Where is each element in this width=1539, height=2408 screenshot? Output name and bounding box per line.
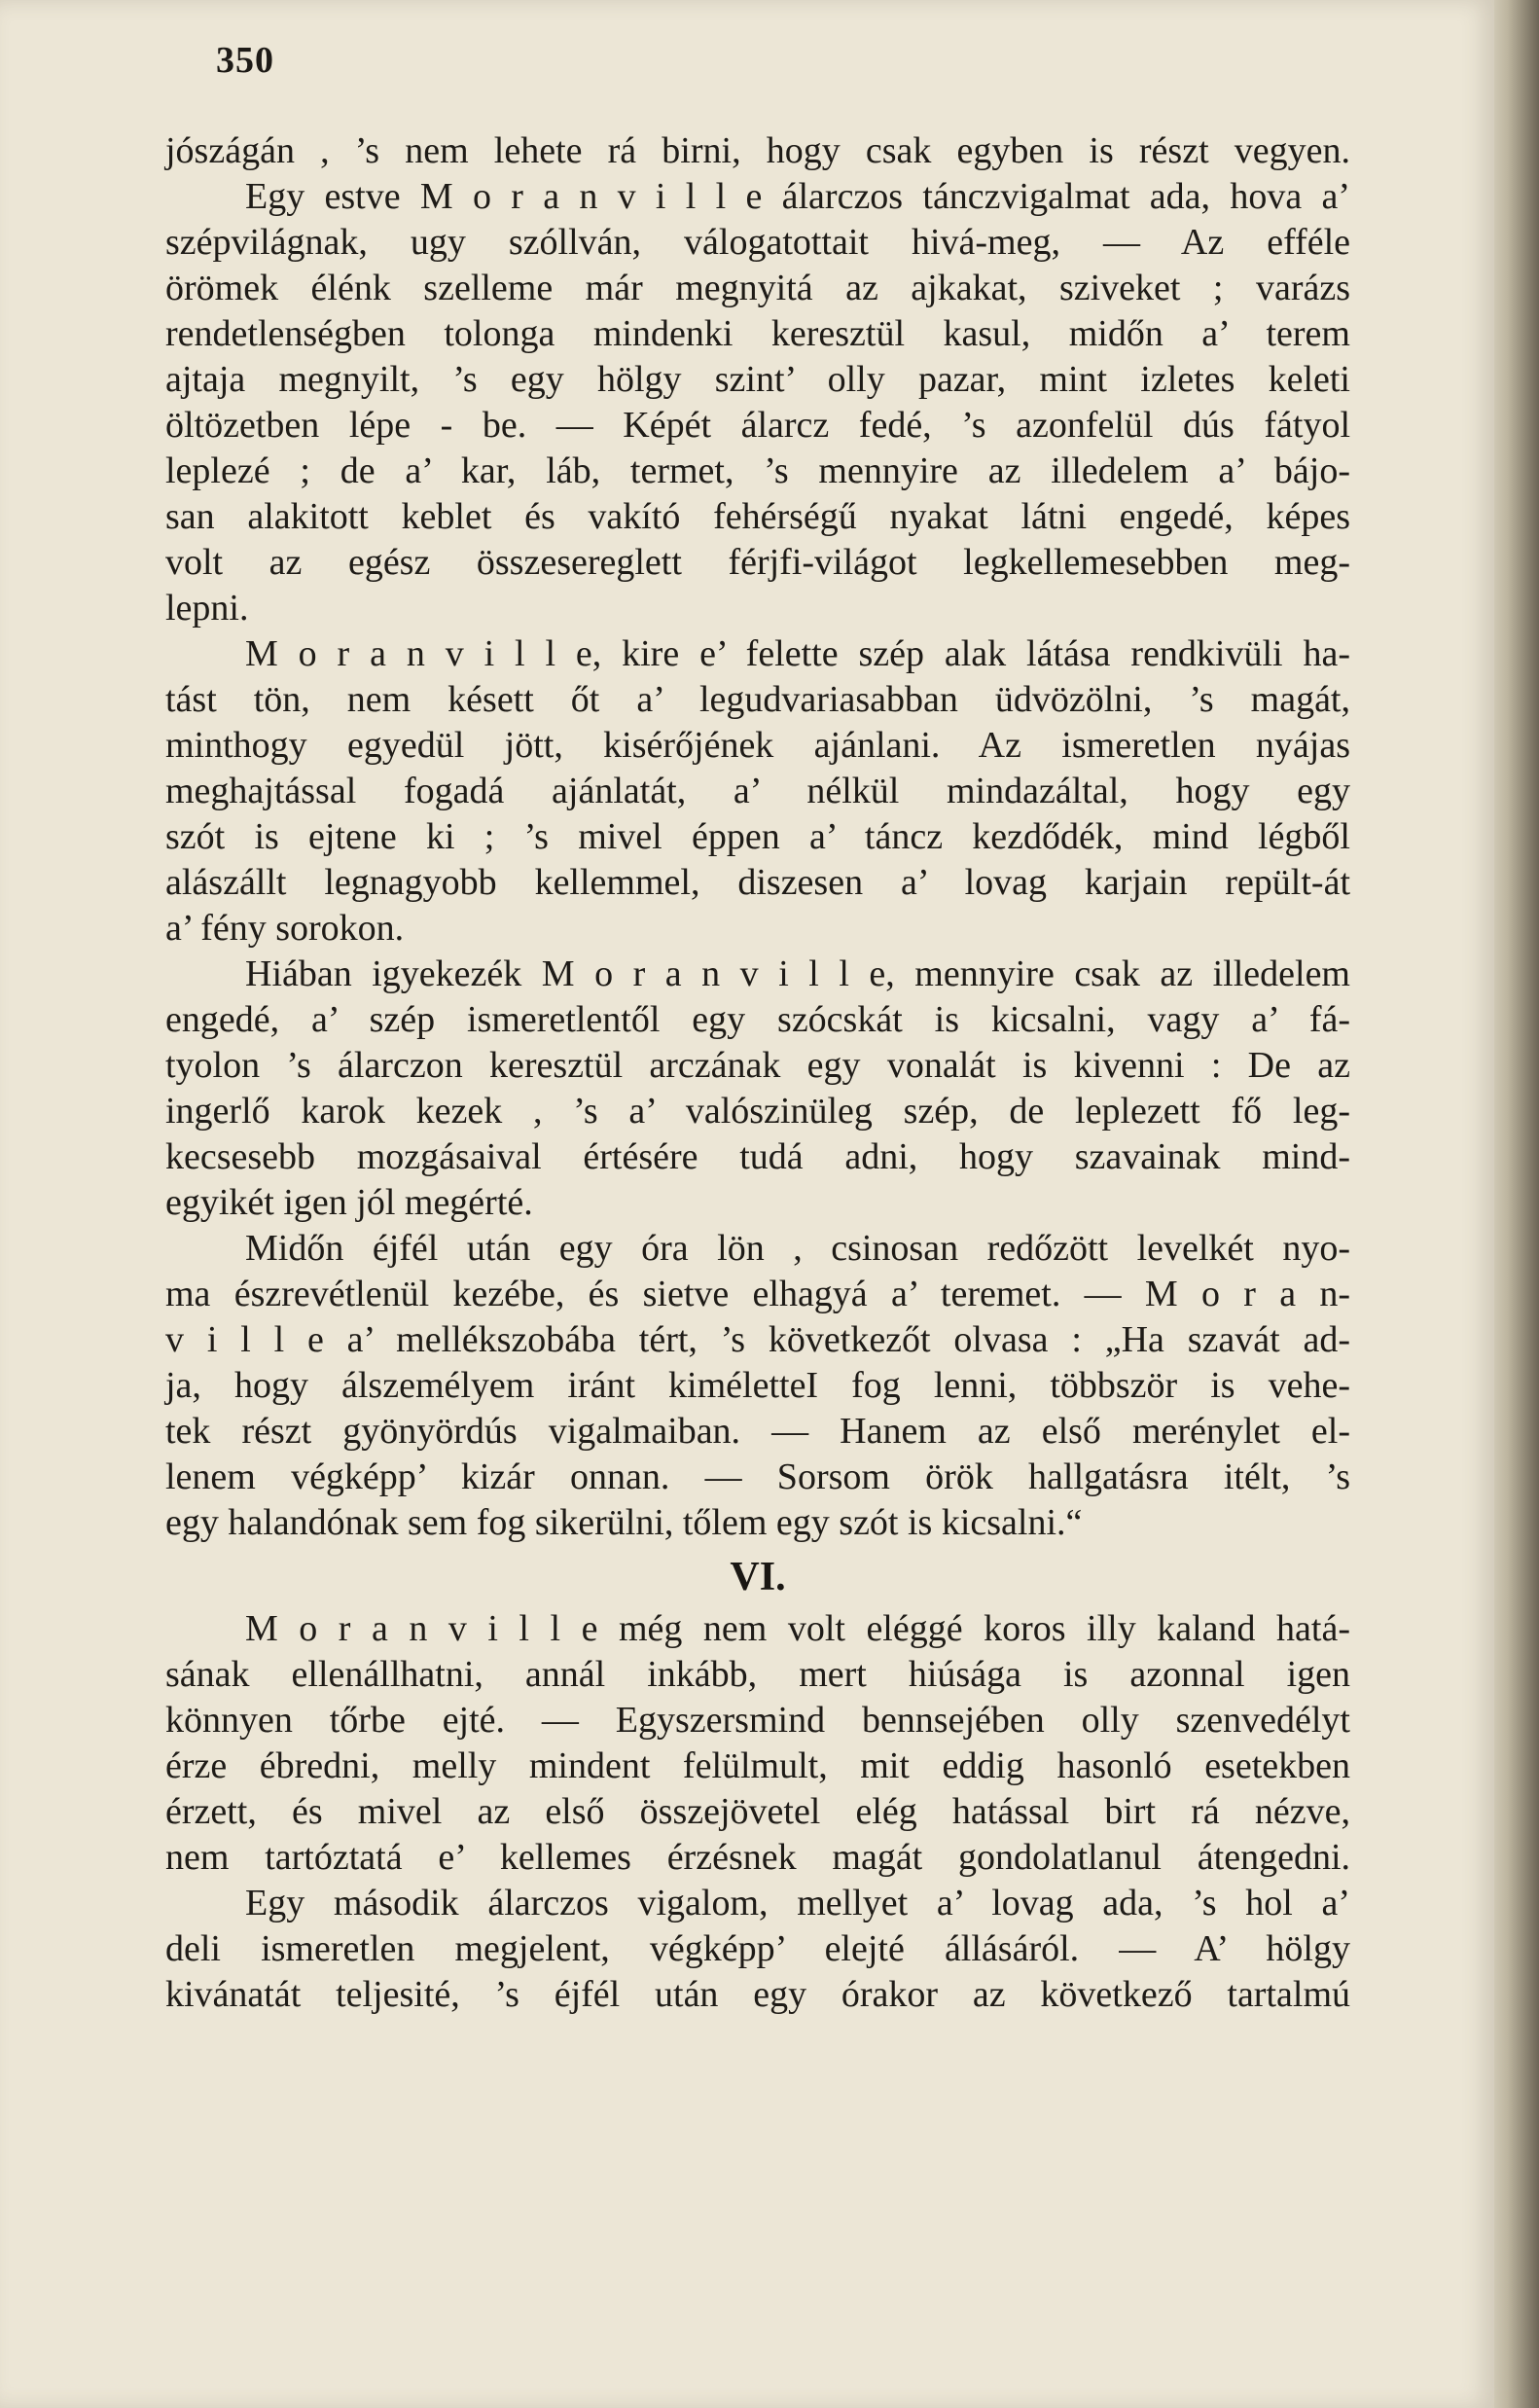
text-line: érzett, és mivel az első összejövetel elég hatással birt rá nézve, bbox=[165, 1791, 1350, 1832]
text-line: Midőn éjfél után egy óra lön , csinosan redőzött levelkét nyo- bbox=[245, 1228, 1350, 1269]
text-line: ajtaja megnyilt, ’s egy hölgy szint’ olly pazar, mint izletes keleti bbox=[165, 359, 1350, 400]
text-line: kecsesebb mozgásaival értésére tudá adni, hogy szavainak mind- bbox=[165, 1136, 1350, 1177]
text-line: engedé, a’ szép ismeretlentől egy szócskát is kicsalni, vagy a’ fá- bbox=[165, 999, 1350, 1040]
text-line: tyolon ’s álarczon keresztül arczának egy vonalát is kivenni : De az bbox=[165, 1045, 1350, 1086]
text-line: tek részt gyönyördús vigalmaiban. — Hanem az első merénylet el- bbox=[165, 1411, 1350, 1452]
text-line: könnyen tőrbe ejté. — Egyszersmind bennsejében olly szenvedélyt bbox=[165, 1700, 1350, 1741]
text-line: volt az egész összesereglett férjfi-világot legkellemesebben meg- bbox=[165, 542, 1350, 583]
page-number: 350 bbox=[216, 40, 274, 81]
text-line: M o r a n v i l l e még nem volt eléggé koros illy kaland hatá- bbox=[245, 1608, 1350, 1649]
text-line: szót is ejtene ki ; ’s mivel éppen a’ táncz kezdődék, mind légből bbox=[165, 816, 1350, 857]
text-line: ingerlő karok kezek , ’s a’ valószinüleg szép, de leplezett fő leg- bbox=[165, 1091, 1350, 1132]
text-line: v i l l e a’ mellékszobába tért, ’s következőt olvasa : „Ha szavát ad- bbox=[165, 1319, 1350, 1360]
text-line: rendetlenségben tolonga mindenki keresztül kasul, midőn a’ terem bbox=[165, 313, 1350, 354]
text-line: deli ismeretlen megjelent, végképp’ elejté állásáról. — A’ hölgy bbox=[165, 1928, 1350, 1969]
text-line: tást tön, nem késett őt a’ legudvariasabban üdvözölni, ’s magát, bbox=[165, 679, 1350, 720]
text-line: sának ellenállhatni, annál inkább, mert hiúsága is azonnal igen bbox=[165, 1654, 1350, 1695]
text-line: a’ fény sorokon. bbox=[165, 908, 405, 949]
page-edge bbox=[1494, 0, 1539, 2408]
body-text bbox=[165, 128, 1350, 2018]
text-line: leplezé ; de a’ kar, láb, termet, ’s mennyire az illedelem a’ bájo- bbox=[165, 450, 1350, 491]
text-line: jószágán , ’s nem lehete rá birni, hogy csak egyben is részt vegyen. bbox=[165, 130, 1350, 171]
text-line: ja, hogy álszemélyem iránt kiméletteI fog lenni, többször is vehe- bbox=[165, 1365, 1350, 1406]
text-line: kivánatát teljesité, ’s éjfél után egy órakor az következő tartalmú bbox=[165, 1974, 1350, 2015]
text-line: alászállt legnagyobb kellemmel, diszesen a’ lovag karjain repült-át bbox=[165, 862, 1350, 903]
text-line: meghajtással fogadá ajánlatát, a’ nélkül mindazáltal, hogy egy bbox=[165, 771, 1350, 811]
text-line: szépvilágnak, ugy szóllván, válogatottait hivá-meg, — Az efféle bbox=[165, 222, 1350, 263]
text-line: egyikét igen jól megérté. bbox=[165, 1182, 533, 1223]
text-line: ma észrevétlenül kezébe, és sietve elhagyá a’ teremet. — M o r a n- bbox=[165, 1274, 1350, 1314]
text-line: san alakitott keblet és vakító fehérségű nyakat látni engedé, képes bbox=[165, 496, 1350, 537]
text-line: nem tartóztatá e’ kellemes érzésnek magát gondolatlanul átengedni. bbox=[165, 1837, 1350, 1878]
text-line: M o r a n v i l l e, kire e’ felette szép alak látása rendkivüli ha- bbox=[245, 633, 1350, 674]
chapter-heading: VI. bbox=[730, 1555, 786, 1599]
text-line: Hiában igyekezék M o r a n v i l l e, mennyire csak az illedelem bbox=[245, 953, 1350, 994]
text-line: Egy második álarczos vigalom, mellyet a’ lovag ada, ’s hol a’ bbox=[245, 1883, 1350, 1923]
text-line: öltözetben lépe - be. — Képét álarcz fedé, ’s azonfelül dús fátyol bbox=[165, 405, 1350, 446]
text-line: érze ébredni, melly mindent felülmult, mit eddig hasonló esetekben bbox=[165, 1745, 1350, 1786]
text-line: minthogy egyedül jött, kisérőjének ajánlani. Az ismeretlen nyájas bbox=[165, 725, 1350, 766]
text-line: egy halandónak sem fog sikerülni, tőlem egy szót is kicsalni.“ bbox=[165, 1502, 1083, 1543]
text-line: Egy estve M o r a n v i l l e álarczos tánczvigalmat ada, hova a’ bbox=[245, 176, 1350, 217]
text-line: örömek élénk szelleme már megnyitá az ajkakat, sziveket ; varázs bbox=[165, 268, 1350, 308]
text-line: lenem végképp’ kizár onnan. — Sorsom örök hallgatásra itélt, ’s bbox=[165, 1456, 1350, 1497]
text-line: lepni. bbox=[165, 588, 249, 629]
